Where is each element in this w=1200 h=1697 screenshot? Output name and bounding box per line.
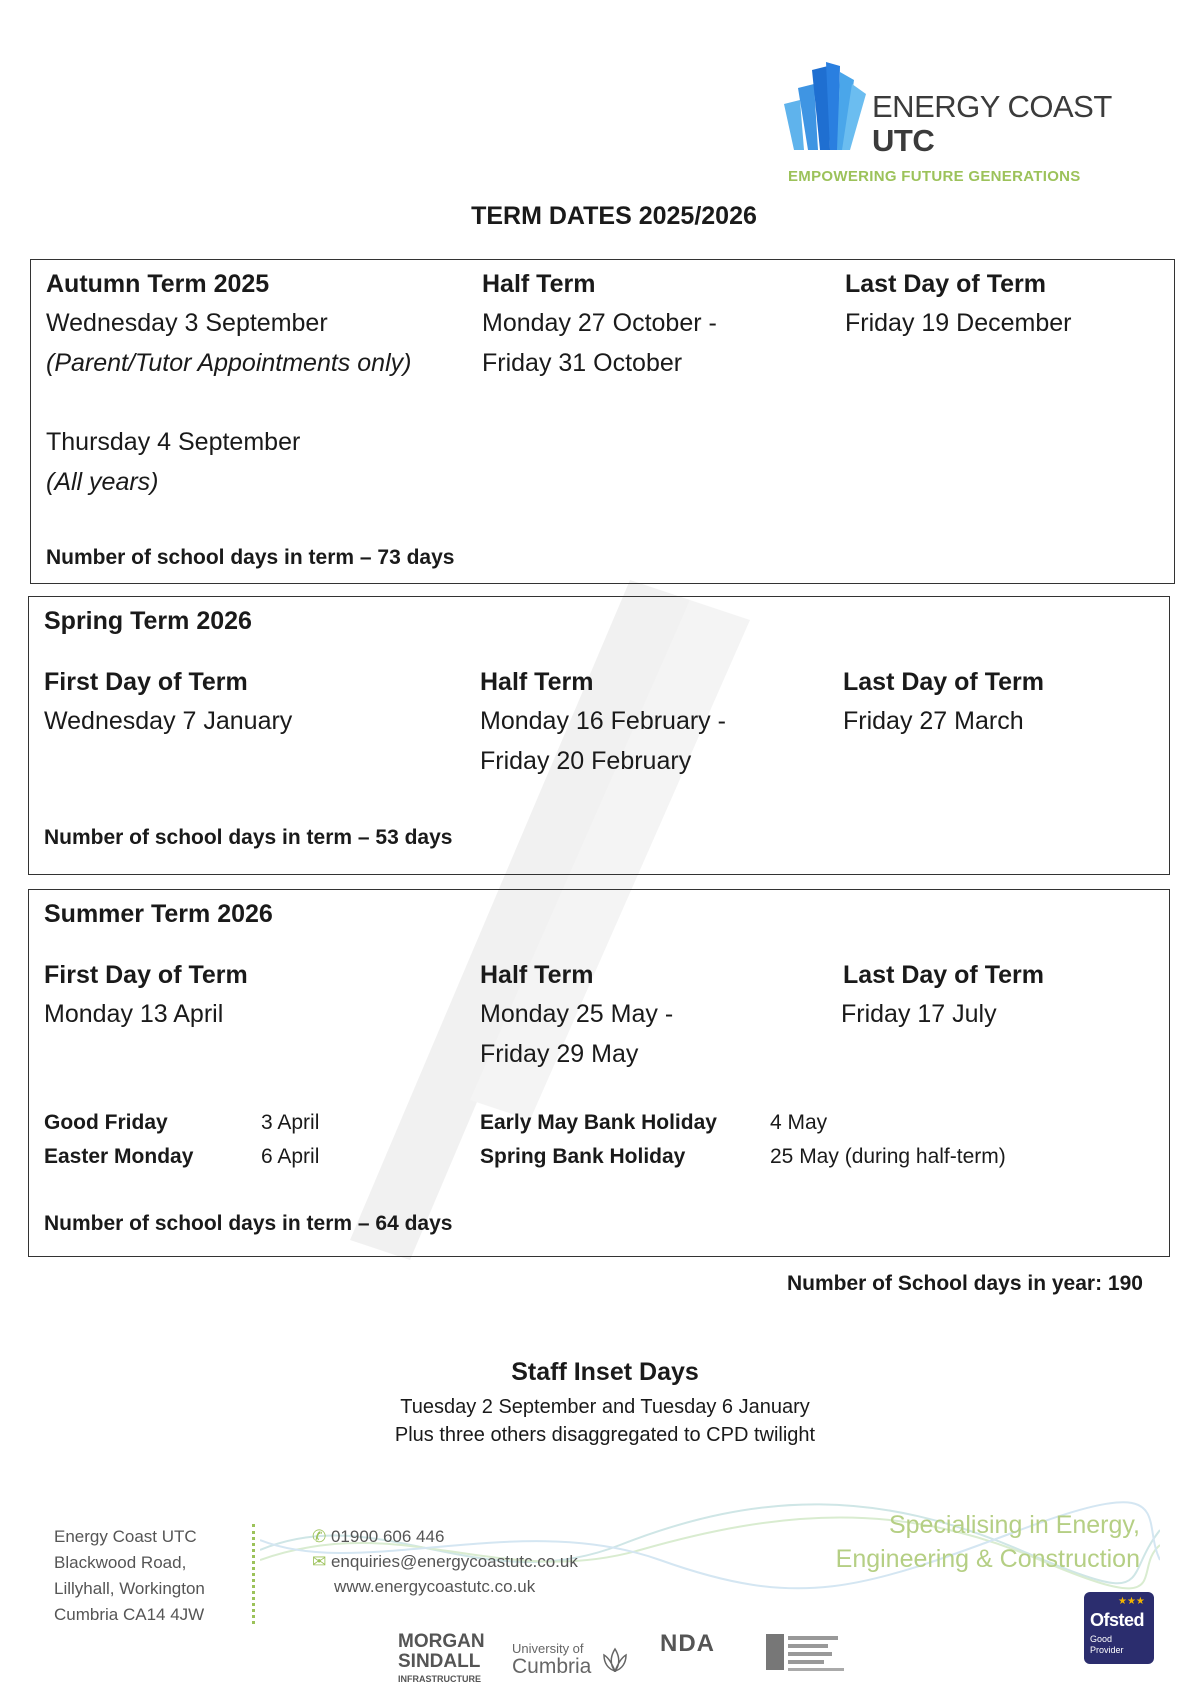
cumbria-line-2: Cumbria <box>512 1655 592 1678</box>
summer-heading: Summer Term 2026 <box>44 900 273 928</box>
footer-specialising <box>820 1508 1140 1576</box>
logo-name-line1: ENERGY COAST <box>872 89 1112 124</box>
spring-heading: Spring Term 2026 <box>44 607 252 635</box>
address-line: Blackwood Road, <box>54 1553 187 1572</box>
inset-title: Staff Inset Days <box>511 1358 699 1386</box>
spring-last-day-label: Last Day of Term <box>843 668 1044 696</box>
campus-logo-icon <box>766 1632 846 1674</box>
autumn-half-term-label: Half Term <box>482 270 596 298</box>
footer-divider <box>252 1524 259 1624</box>
phone-number: 01900 606 446 <box>330 1527 445 1546</box>
autumn-start-date: Wednesday 3 September <box>46 309 328 337</box>
page-title: TERM DATES 2025/2026 <box>471 202 757 230</box>
spring-first-day: Wednesday 7 January <box>44 707 293 735</box>
spring-half-term-label: Half Term <box>480 668 594 696</box>
summer-first-day: Monday 13 April <box>44 1000 224 1028</box>
spring-days-count: Number of school days in term – 53 days <box>44 826 453 849</box>
morgan-line-1: MORGAN <box>398 1631 485 1652</box>
logo-tagline: EMPOWERING FUTURE GENERATIONS <box>788 168 1081 185</box>
address-line: Cumbria CA14 4JW <box>54 1605 205 1624</box>
email-icon: ✉ <box>312 1552 331 1571</box>
web-row <box>312 1574 578 1599</box>
summer-term-box <box>28 889 1170 1257</box>
year-total-days: Number of School days in year: 190 <box>787 1272 1143 1295</box>
autumn-last-day: Friday 19 December <box>845 309 1072 337</box>
holiday-date: 4 May <box>770 1111 828 1134</box>
summer-days-count: Number of school days in term – 64 days <box>44 1212 453 1235</box>
holiday-name: Early May Bank Holiday <box>480 1111 717 1134</box>
summer-first-day-label: First Day of Term <box>44 961 248 989</box>
morgan-line-3: INFRASTRUCTURE <box>398 1674 481 1684</box>
summer-half-term-label: Half Term <box>480 961 594 989</box>
summer-half-term-start: Monday 25 May - <box>480 1000 674 1028</box>
morgan-line-2: SINDALL <box>398 1651 481 1672</box>
energy-coast-logo-icon <box>782 62 867 150</box>
logo-name <box>872 90 1112 158</box>
web-link[interactable]: www.energycoastutc.co.uk <box>334 1577 536 1596</box>
inset-line-2: Plus three others disaggregated to CPD twilight <box>394 1424 816 1446</box>
spring-last-day: Friday 27 March <box>843 707 1024 735</box>
ofsted-provider: Provider <box>1090 1645 1124 1655</box>
cumbria-line-1: University of <box>512 1641 584 1656</box>
address-line: Lillyhall, Workington <box>54 1579 205 1598</box>
autumn-term-box <box>30 259 1175 584</box>
autumn-second-date: Thursday 4 September <box>46 428 301 456</box>
email-row <box>312 1549 578 1574</box>
spring-first-day-label: First Day of Term <box>44 668 248 696</box>
spring-term-box <box>28 596 1170 875</box>
ofsted-label: Ofsted <box>1090 1610 1145 1630</box>
morgan-sindall-logo <box>398 1632 485 1686</box>
phone-row <box>312 1524 578 1549</box>
holiday-name: Good Friday <box>44 1111 168 1134</box>
autumn-second-note: (All years) <box>46 468 159 496</box>
spring-half-term-end: Friday 20 February <box>480 747 692 775</box>
spring-half-term-start: Monday 16 February - <box>480 707 726 735</box>
holiday-name: Easter Monday <box>44 1145 194 1168</box>
nda-logo: NDA <box>660 1630 715 1657</box>
ofsted-stars-icon: ★★★ <box>1118 1596 1145 1607</box>
inset-line-1: Tuesday 2 September and Tuesday 6 January <box>400 1396 810 1418</box>
summer-half-term-end: Friday 29 May <box>480 1040 639 1068</box>
footer-address <box>54 1524 205 1628</box>
autumn-last-day-label: Last Day of Term <box>845 270 1046 298</box>
holiday-date: 25 May (during half-term) <box>770 1145 1006 1168</box>
special-line-2: Engineering & Construction <box>835 1545 1140 1573</box>
special-line-1: Specialising in Energy, <box>888 1511 1140 1539</box>
summer-last-day: Friday 17 July <box>841 1000 997 1028</box>
email-link[interactable]: enquiries@energycoastutc.co.uk <box>330 1552 578 1571</box>
autumn-heading: Autumn Term 2025 <box>46 270 270 298</box>
footer-contact <box>312 1524 578 1599</box>
autumn-half-term-end: Friday 31 October <box>482 349 683 377</box>
autumn-days-count: Number of school days in term – 73 days <box>46 546 455 569</box>
address-line: Energy Coast UTC <box>54 1527 197 1546</box>
ofsted-good: Good <box>1090 1634 1113 1644</box>
holiday-date: 6 April <box>261 1145 320 1168</box>
cumbria-flower-icon <box>598 1645 632 1675</box>
autumn-start-note: (Parent/Tutor Appointments only) <box>46 349 412 377</box>
summer-last-day-label: Last Day of Term <box>843 961 1044 989</box>
phone-icon: ✆ <box>312 1527 331 1546</box>
autumn-half-term-start: Monday 27 October - <box>482 309 717 337</box>
university-cumbria-logo <box>512 1642 591 1678</box>
ofsted-badge <box>1084 1592 1154 1664</box>
logo-name-line2: UTC <box>872 123 935 158</box>
holiday-name: Spring Bank Holiday <box>480 1145 686 1168</box>
holiday-date: 3 April <box>261 1111 320 1134</box>
